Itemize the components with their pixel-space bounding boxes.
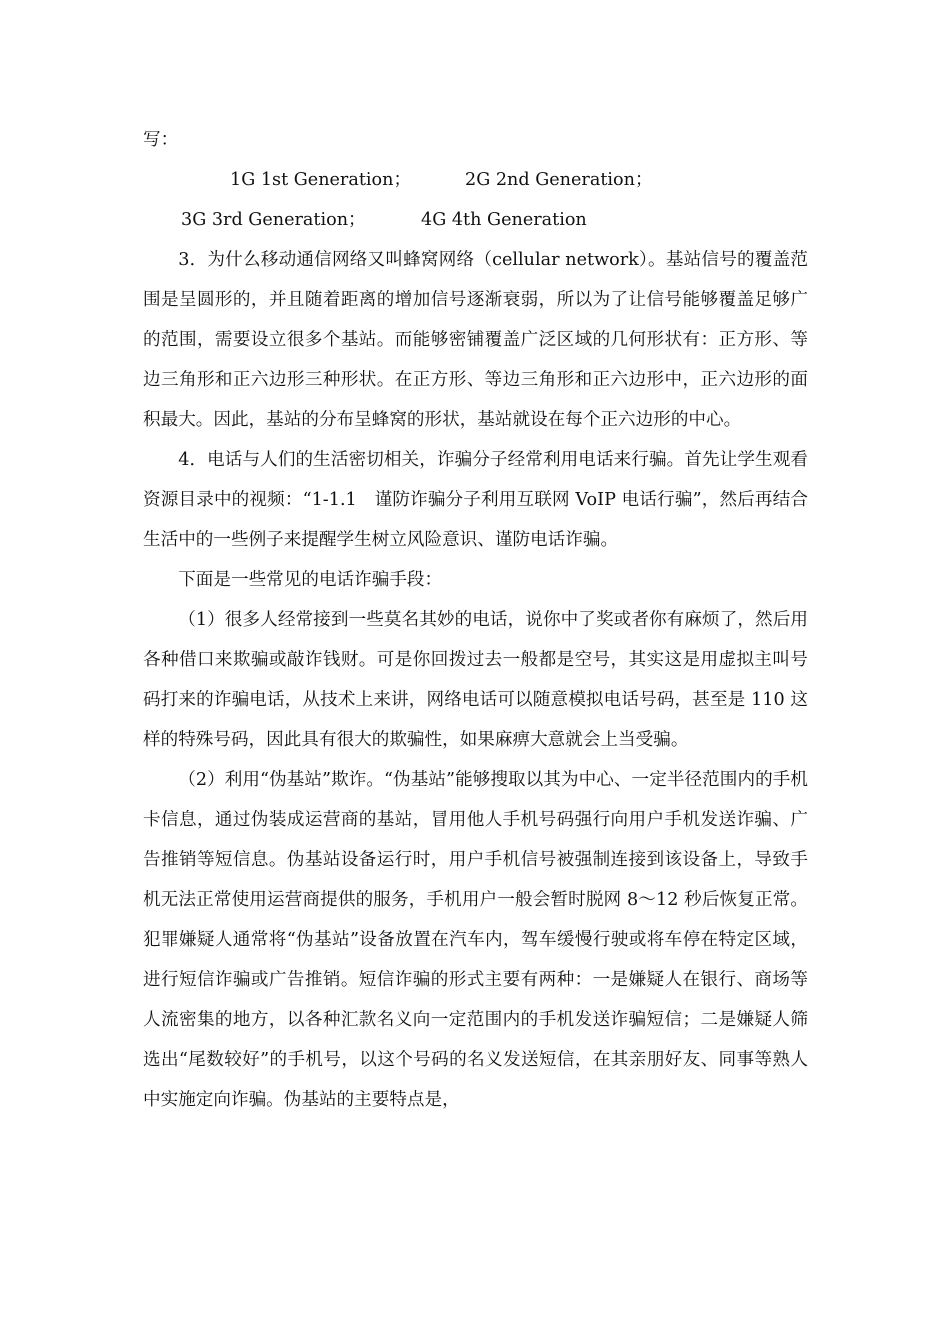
paragraph-phone-fraud-intro: 4．电话与人们的生活密切相关，诈骗分子经常利用电话来行骗。首先让学生观看资源目录中的视频：“1-1.1 谨防诈骗分子利用互联网 VoIP 电话行骗”，然后再结合生活中的一些例子来提醒学生树立风险意识、谨防电话诈骗。: [143, 450, 808, 550]
paragraph-fraud-methods-heading: 下面是一些常见的电话诈骗手段：: [178, 570, 443, 590]
paragraph-fraud-method-2: （2）利用“伪基站”欺诈。“伪基站”能够搜取以其为中心、一定半径范围内的手机卡信息，通过伪装成运营商的基站，冒用他人手机号码强行向用户手机发送诈骗、广告推销等短信息。伪基站设备运行时，用户手机信号被强制连接到该设备上，导致手机无法正常使用运营商提供的服务，手机用户一般会暂时脱网 8～12 秒后恢复正常。犯罪嫌疑人通常将“伪基站”设备放置在汽车内，驾车缓慢行驶或将车停在特定区域，进行短信诈骗或广告推销。短信诈骗的形式主要有两种：一是嫌疑人在银行、商场等人流密集的地方，以各种汇款名义向一定范围内的手机发送诈骗短信；二是嫌疑人筛选出“尾数较好”的手机号，以这个号码的名义发送短信，在其亲朋好友、同事等熟人中实施定向诈骗。伪基站的主要特点是，: [143, 770, 808, 1110]
document-body: [143, 120, 808, 1120]
paragraph-cellular-network: 3．为什么移动通信网络又叫蜂窝网络（cellular network）。基站信号的覆盖范围是呈圆形的，并且随着距离的增加信号逐渐衰弱，所以为了让信号能够覆盖足够广的范围，需要设立很多个基站。而能够密铺覆盖广泛区域的几何形状有：正方形、等边三角形和正六边形三种形状。在正方形、等边三角形和正六边形中，正六边形的面积最大。因此，基站的分布呈蜂窝的形状，基站就设在每个正六边形的中心。: [143, 250, 808, 430]
generation-row-1: [143, 160, 808, 200]
intro-line: 写：: [143, 130, 179, 150]
generation-row-2: [143, 200, 808, 240]
generation-4g: 4G 4th Generation: [421, 210, 587, 230]
paragraph-fraud-method-1: （1）很多人经常接到一些莫名其妙的电话，说你中了奖或者你有麻烦了，然后用各种借口来欺骗或敲诈钱财。可是你回拨过去一般都是空号，其实这是用虚拟主叫号码打来的诈骗电话，从技术上来讲，网络电话可以随意模拟电话号码，甚至是 110 这样的特殊号码，因此具有很大的欺骗性，如果麻痹大意就会上当受骗。: [143, 610, 808, 750]
generation-3g: 3G 3rd Generation；: [181, 210, 366, 230]
generation-2g: 2G 2nd Generation；: [465, 170, 653, 190]
generation-1g: 1G 1st Generation；: [230, 170, 412, 190]
